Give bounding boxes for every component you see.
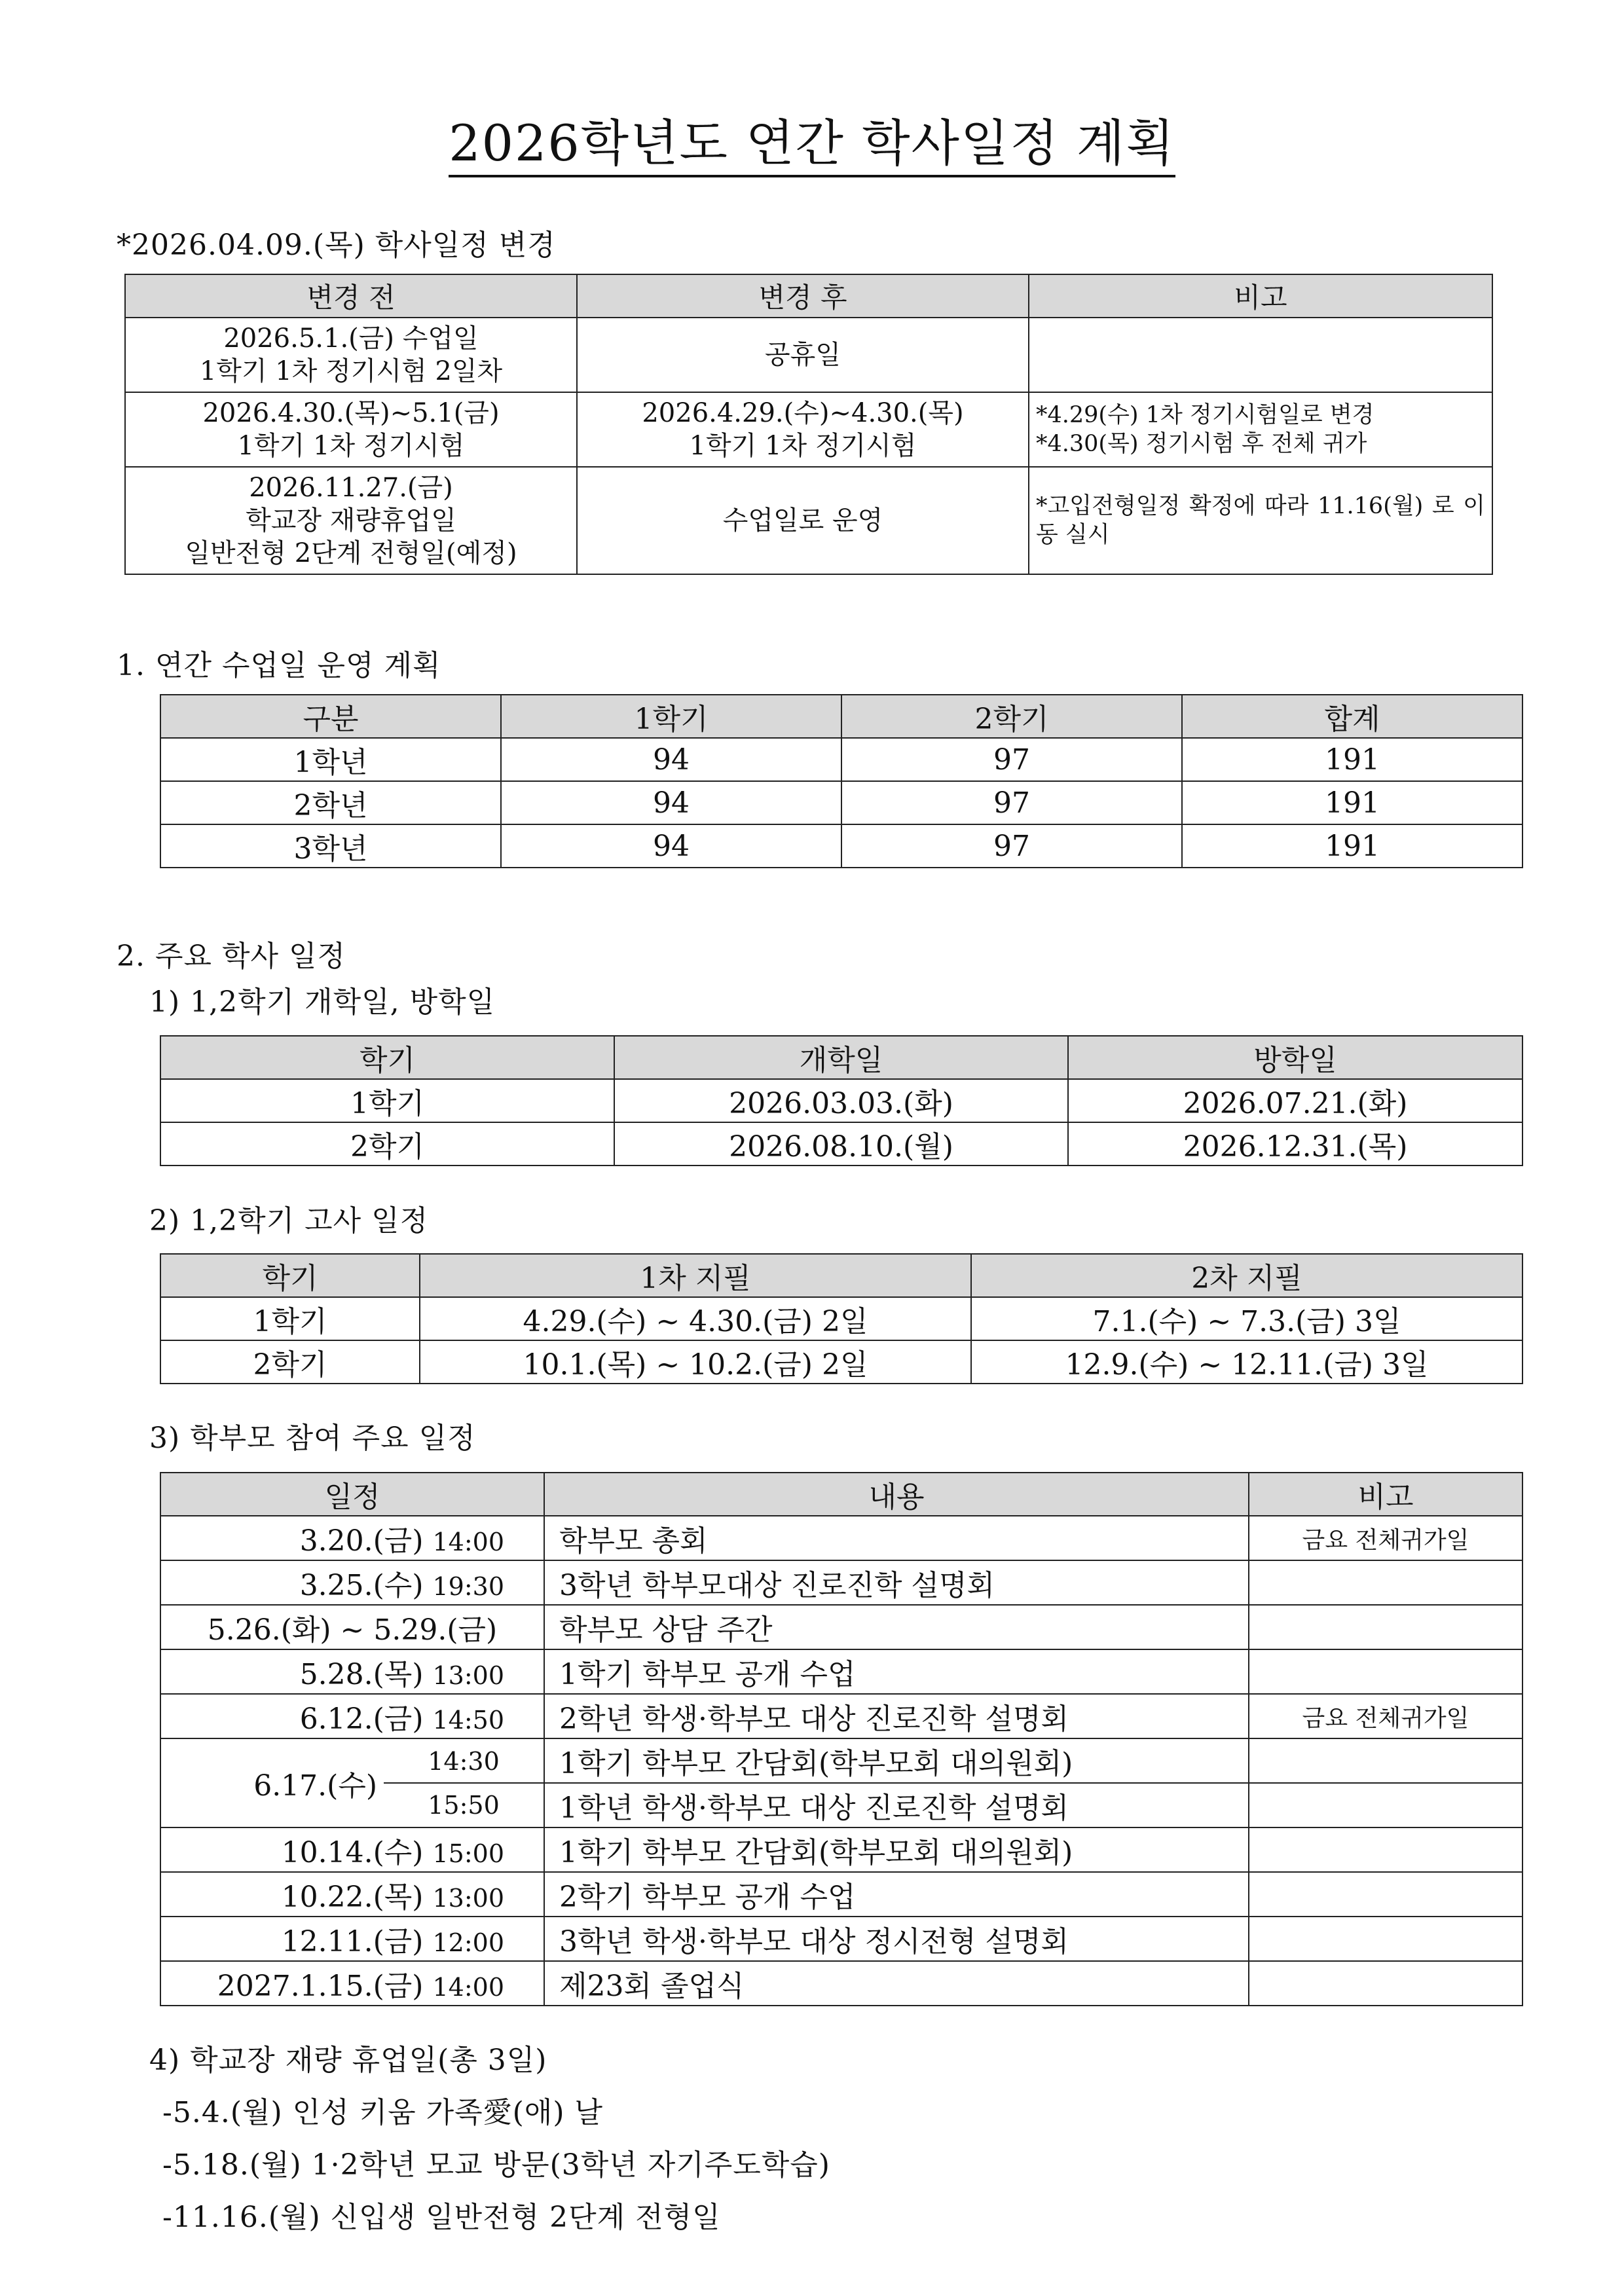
table-cell: 7.1.(수) ~ 7.3.(금) 3일 xyxy=(971,1297,1522,1340)
table-row xyxy=(160,1827,1522,1872)
table-row xyxy=(160,1560,1522,1605)
table-cell: 94 xyxy=(501,824,841,868)
content-cell: 1학기 학부모 간담회(학부모회 대의원회) xyxy=(544,1827,1249,1872)
change-header-after: 변경 후 xyxy=(577,274,1029,318)
table-row xyxy=(160,1340,1522,1384)
table-header: 방학일 xyxy=(1068,1036,1522,1079)
date-cell xyxy=(160,1516,544,1560)
table-row xyxy=(160,1694,1522,1738)
table-row xyxy=(160,1872,1522,1917)
time-text: 13:00 xyxy=(432,1884,504,1913)
section2-heading: 2. 주요 학사 일정 xyxy=(117,940,346,973)
date-cell xyxy=(160,1917,544,1961)
sub3-heading: 3) 학부모 참여 주요 일정 xyxy=(149,1422,476,1455)
date-text: 3.25.(수) xyxy=(299,1569,424,1602)
date-text: 3.20.(금) xyxy=(299,1524,424,1558)
table-cell: 1학기 xyxy=(160,1297,420,1340)
table-row xyxy=(125,467,1492,574)
table-cell: 2026.03.03.(화) xyxy=(614,1079,1068,1122)
holiday-item: -5.4.(월) 인성 키움 가족愛(애) 날 xyxy=(162,2096,603,2129)
table-cell: 97 xyxy=(841,738,1182,781)
table-header: 1차 지필 xyxy=(420,1254,971,1297)
cell-line: 2026.4.29.(수)~4.30.(목) xyxy=(642,398,964,428)
date-cell xyxy=(160,1649,544,1694)
table-row xyxy=(160,824,1522,868)
table-row xyxy=(160,1649,1522,1694)
table-row xyxy=(160,781,1522,824)
remark-cell xyxy=(1249,1783,1522,1827)
table-cell: 2026.08.10.(월) xyxy=(614,1122,1068,1166)
table-cell xyxy=(1029,392,1492,467)
cell-line: 학교장 재량휴업일 xyxy=(246,505,456,536)
table-row xyxy=(160,1122,1522,1166)
date-text: 12.11.(금) xyxy=(281,1925,424,1958)
table-cell: 2학기 xyxy=(160,1122,614,1166)
cell-line: 일반전형 2단계 전형일(예정) xyxy=(185,538,517,568)
cell-line: *고입전형일정 확정에 따라 11.16(월) 로 이동 실시 xyxy=(1036,493,1485,548)
table-cell xyxy=(577,392,1029,467)
table-row xyxy=(160,738,1522,781)
date-cell xyxy=(160,1694,544,1738)
table-row xyxy=(160,1516,1522,1560)
table-row xyxy=(160,1917,1522,1961)
table-row xyxy=(160,1961,1522,2006)
table-cell xyxy=(577,318,1029,392)
time-text: 19:30 xyxy=(432,1572,504,1601)
time-text: 12:00 xyxy=(432,1928,504,1957)
section1-heading: 1. 연간 수업일 운영 계획 xyxy=(117,649,441,682)
table-row xyxy=(160,1738,1522,1783)
time-text: 13:00 xyxy=(432,1661,504,1690)
table-cell xyxy=(1029,467,1492,574)
cell-line: 1학기 1차 정기시험 xyxy=(689,431,917,461)
date-cell xyxy=(160,1872,544,1917)
content-cell: 1학기 학부모 간담회(학부모회 대의원회) xyxy=(544,1738,1249,1783)
table-cell: 1학기 xyxy=(160,1079,614,1122)
remark-cell xyxy=(1249,1560,1522,1605)
class-days-table xyxy=(160,694,1523,868)
content-cell: 1학년 학생·학부모 대상 진로진학 설명회 xyxy=(544,1783,1249,1827)
table-cell: 2026.07.21.(화) xyxy=(1068,1079,1522,1122)
cell-line: *4.29(수) 1차 정기시험일로 변경 xyxy=(1036,402,1375,428)
date-cell xyxy=(160,1738,544,1827)
remark-cell: 금요 전체귀가일 xyxy=(1249,1694,1522,1738)
content-cell: 학부모 총회 xyxy=(544,1516,1249,1560)
time-text: 14:30 xyxy=(384,1740,544,1784)
cell-line: 2026.5.1.(금) 수업일 xyxy=(223,323,479,354)
table-row xyxy=(125,318,1492,392)
cell-line: 공휴일 xyxy=(765,340,841,370)
remark-cell: 금요 전체귀가일 xyxy=(1249,1516,1522,1560)
exam-schedule-table xyxy=(160,1253,1523,1384)
date-text: 6.17.(수) xyxy=(253,1769,377,1803)
cell-line: 2026.4.30.(목)~5.1(금) xyxy=(202,398,500,428)
table-cell: 97 xyxy=(841,824,1182,868)
change-header-before: 변경 전 xyxy=(125,274,577,318)
page-title xyxy=(0,103,1624,175)
holiday-item: -11.16.(월) 신입생 일반전형 2단계 전형일 xyxy=(162,2201,721,2234)
table-cell: 191 xyxy=(1182,824,1522,868)
cell-line: *4.30(목) 정기시험 후 전체 귀가 xyxy=(1036,431,1367,457)
remark-cell xyxy=(1249,1872,1522,1917)
cell-line: 수업일로 운영 xyxy=(722,505,883,536)
date-text: 5.28.(목) xyxy=(299,1658,424,1691)
time-text: 15:00 xyxy=(432,1839,504,1868)
cell-line: 1학기 1차 정기시험 2일차 xyxy=(199,356,503,386)
parent-schedule-table xyxy=(160,1472,1523,2006)
table-cell: 3학년 xyxy=(160,824,501,868)
change-notice: *2026.04.09.(목) 학사일정 변경 xyxy=(117,229,556,262)
time-text: 14:00 xyxy=(432,1973,504,2002)
table-cell: 12.9.(수) ~ 12.11.(금) 3일 xyxy=(971,1340,1522,1384)
holiday-item: -5.18.(월) 1·2학년 모교 방문(3학년 자기주도학습) xyxy=(162,2148,830,2182)
table-cell: 191 xyxy=(1182,781,1522,824)
content-cell: 제23회 졸업식 xyxy=(544,1961,1249,2006)
page-title-text: 2026학년도 연간 학사일정 계획 xyxy=(449,114,1175,177)
content-cell: 1학기 학부모 공개 수업 xyxy=(544,1649,1249,1694)
table-cell: 2학년 xyxy=(160,781,501,824)
cell-line: 2026.11.27.(금) xyxy=(249,473,453,503)
remark-cell xyxy=(1249,1961,1522,2006)
table-cell: 1학년 xyxy=(160,738,501,781)
table-cell xyxy=(125,392,577,467)
table-cell: 2학기 xyxy=(160,1340,420,1384)
table-row xyxy=(160,1605,1522,1649)
table-header: 비고 xyxy=(1249,1473,1522,1516)
time-text: 15:50 xyxy=(428,1790,500,1820)
table-cell xyxy=(125,318,577,392)
table-cell: 2026.12.31.(목) xyxy=(1068,1122,1522,1166)
table-cell: 10.1.(목) ~ 10.2.(금) 2일 xyxy=(420,1340,971,1384)
content-cell: 3학년 학생·학부모 대상 정시전형 설명회 xyxy=(544,1917,1249,1961)
time-text: 14:50 xyxy=(432,1706,504,1735)
remark-cell xyxy=(1249,1649,1522,1694)
change-header-note: 비고 xyxy=(1029,274,1492,318)
table-header: 1학기 xyxy=(501,695,841,738)
table-cell: 94 xyxy=(501,738,841,781)
table-header: 내용 xyxy=(544,1473,1249,1516)
sub4-heading: 4) 학교장 재량 휴업일(총 3일) xyxy=(149,2044,547,2077)
content-cell: 학부모 상담 주간 xyxy=(544,1605,1249,1649)
table-header: 2차 지필 xyxy=(971,1254,1522,1297)
date-text: 6.12.(금) xyxy=(299,1702,424,1736)
sub1-heading: 1) 1,2학기 개학일, 방학일 xyxy=(149,985,496,1019)
table-cell: 191 xyxy=(1182,738,1522,781)
remark-cell xyxy=(1249,1605,1522,1649)
remark-cell xyxy=(1249,1738,1522,1783)
cell-line: 1학기 1차 정기시험 xyxy=(237,431,465,461)
table-header: 일정 xyxy=(160,1473,544,1516)
table-header: 개학일 xyxy=(614,1036,1068,1079)
table-cell: 97 xyxy=(841,781,1182,824)
table-row xyxy=(160,1297,1522,1340)
table-cell xyxy=(577,467,1029,574)
content-cell: 3학년 학부모대상 진로진학 설명회 xyxy=(544,1560,1249,1605)
date-cell xyxy=(160,1827,544,1872)
time-text: 14:00 xyxy=(432,1528,504,1556)
remark-cell xyxy=(1249,1827,1522,1872)
table-header: 2학기 xyxy=(841,695,1182,738)
sub2-heading: 2) 1,2학기 고사 일정 xyxy=(149,1204,429,1238)
date-cell xyxy=(160,1961,544,2006)
table-header: 학기 xyxy=(160,1254,420,1297)
table-row xyxy=(125,392,1492,467)
date-text: 10.22.(목) xyxy=(281,1881,424,1914)
content-cell: 2학년 학생·학부모 대상 진로진학 설명회 xyxy=(544,1694,1249,1738)
date-cell xyxy=(160,1560,544,1605)
semester-dates-table xyxy=(160,1035,1523,1166)
table-header: 구분 xyxy=(160,695,501,738)
table-row xyxy=(160,1079,1522,1122)
change-table xyxy=(124,274,1493,575)
content-cell: 2학기 학부모 공개 수업 xyxy=(544,1872,1249,1917)
remark-cell xyxy=(1249,1917,1522,1961)
table-cell xyxy=(1029,318,1492,392)
date-text: 10.14.(수) xyxy=(281,1836,424,1869)
table-header: 학기 xyxy=(160,1036,614,1079)
table-cell: 4.29.(수) ~ 4.30.(금) 2일 xyxy=(420,1297,971,1340)
table-header: 합계 xyxy=(1182,695,1522,738)
table-cell: 94 xyxy=(501,781,841,824)
date-text: 2027.1.15.(금) xyxy=(217,1970,424,2003)
date-cell: 5.26.(화) ~ 5.29.(금) xyxy=(160,1605,544,1649)
table-cell xyxy=(125,467,577,574)
